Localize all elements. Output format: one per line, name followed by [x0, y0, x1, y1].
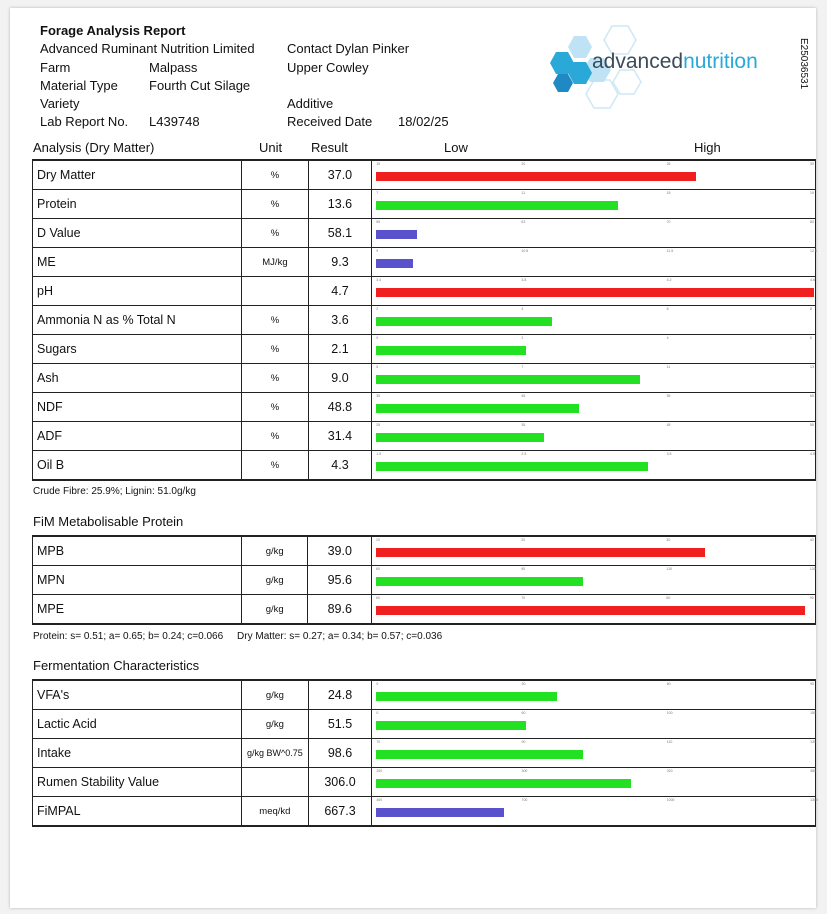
row-unit	[242, 277, 309, 306]
scale-ticks	[372, 249, 815, 255]
row-result: 98.6	[308, 739, 372, 768]
table-row	[33, 451, 816, 481]
scale-tick-label: 30	[666, 538, 671, 542]
scale-tick-label: 60	[521, 711, 526, 715]
logo-wordmark	[592, 50, 758, 74]
farm-label: Farm	[40, 60, 71, 75]
scale-tick-label: 4.2	[666, 278, 672, 282]
scale-tick-label: 80	[810, 220, 814, 224]
fim-section-title: FiM Metabolisable Protein	[33, 514, 184, 529]
scale-ticks	[372, 596, 815, 602]
row-result: 51.5	[308, 710, 372, 739]
result-bar	[376, 404, 579, 413]
table-row	[33, 364, 816, 393]
scale-tick-label: 2	[376, 307, 379, 311]
column-high: High	[694, 140, 721, 155]
scale-tick-label: 70	[376, 740, 381, 744]
additive-label: Additive	[287, 96, 334, 111]
row-result: 48.8	[308, 393, 372, 422]
scale-tick-label: 10	[376, 538, 380, 542]
result-bar	[376, 433, 544, 442]
table-row	[33, 335, 816, 364]
result-bar	[376, 692, 557, 701]
table-row	[33, 393, 816, 422]
row-result: 37.0	[308, 160, 372, 190]
table-row	[33, 219, 816, 248]
farm-value: Malpass	[149, 60, 198, 75]
result-bar	[376, 375, 640, 384]
row-name: ADF	[33, 422, 242, 451]
fermentation-section-title: Fermentation Characteristics	[33, 658, 200, 673]
table-row	[33, 797, 816, 827]
fim-table	[32, 535, 816, 625]
row-result: 3.6	[308, 306, 372, 335]
scale-tick-label: 15	[666, 191, 671, 195]
scale-tick-label: 63	[521, 220, 526, 224]
scale-tick-label: 30	[810, 162, 814, 166]
received-date-value: 18/02/25	[398, 114, 449, 129]
column-low: Low	[444, 140, 468, 155]
scale-tick-label: 110	[666, 567, 672, 571]
result-bar	[376, 548, 705, 557]
scale-tick-label: 45	[666, 423, 671, 427]
scale-tick-label: 130	[809, 567, 816, 571]
row-bar-cell	[372, 797, 816, 827]
scale-tick-label: 19	[810, 191, 814, 195]
table-row	[33, 248, 816, 277]
row-name: Oil B	[33, 451, 242, 481]
row-result: 31.4	[308, 422, 372, 451]
row-bar-cell	[372, 248, 816, 277]
document-id: E25036531	[798, 38, 809, 90]
scale-tick-label: 0	[376, 711, 379, 715]
row-name: ME	[33, 248, 242, 277]
row-unit: meq/kd	[242, 797, 309, 827]
scale-tick-label: 11	[666, 365, 671, 369]
scale-tick-label: 1000	[666, 798, 675, 802]
scale-ticks	[372, 336, 815, 342]
row-result: 95.6	[308, 566, 372, 595]
row-unit: g/kg	[242, 680, 309, 710]
scale-ticks	[372, 423, 815, 429]
table-row	[33, 160, 816, 190]
row-unit: g/kg	[242, 595, 308, 625]
scale-ticks	[372, 365, 815, 371]
scale-tick-label: 1.5	[376, 452, 382, 456]
scale-tick-label: 60	[376, 596, 380, 600]
row-unit: %	[242, 393, 309, 422]
scale-tick-label: 35	[376, 394, 381, 398]
row-bar-cell	[372, 393, 816, 422]
result-bar	[376, 201, 618, 210]
table-row	[33, 768, 816, 797]
scale-tick-label: 400	[376, 798, 383, 802]
table-row	[33, 306, 816, 335]
result-bar	[376, 808, 504, 817]
row-bar-cell	[372, 710, 816, 739]
scale-tick-label: 380	[810, 769, 816, 773]
row-result: 2.1	[308, 335, 372, 364]
scale-tick-label: 320	[666, 769, 673, 773]
lab-report-value: L439748	[149, 114, 200, 129]
scale-tick-label: 55	[666, 394, 671, 398]
scale-tick-label: 3.4	[376, 278, 382, 282]
result-bar	[376, 577, 583, 586]
result-bar	[376, 462, 648, 471]
scale-tick-label: 15	[376, 162, 381, 166]
row-bar-cell	[372, 768, 816, 797]
scale-tick-label: 13	[810, 365, 814, 369]
scale-tick-label: 0	[376, 682, 379, 686]
scale-tick-label: 90	[521, 567, 526, 571]
table-row	[33, 190, 816, 219]
column-result: Result	[311, 140, 348, 155]
row-name: D Value	[33, 219, 242, 248]
logo-word-advanced: advanced	[592, 50, 684, 73]
scale-ticks	[372, 162, 815, 168]
scale-tick-label: 20	[521, 162, 526, 166]
scale-tick-label: 4	[521, 307, 524, 311]
row-unit: %	[242, 451, 309, 481]
analysis-note: Crude Fibre: 25.9%; Lignin: 51.0g/kg	[33, 486, 196, 497]
company-name: Advanced Ruminant Nutrition Limited	[40, 41, 255, 56]
row-result: 9.3	[308, 248, 372, 277]
row-name: NDF	[33, 393, 242, 422]
scale-tick-label: 9	[376, 249, 379, 253]
scale-ticks	[372, 740, 815, 746]
row-unit: g/kg	[242, 536, 308, 566]
report-title: Forage Analysis Report	[40, 23, 186, 38]
row-bar-cell	[372, 306, 816, 335]
scale-tick-label: 90	[810, 682, 815, 686]
row-unit: MJ/kg	[242, 248, 309, 277]
received-date-label: Received Date	[287, 114, 373, 129]
scale-tick-label: 30	[521, 682, 526, 686]
row-name: Sugars	[33, 335, 242, 364]
table-row	[33, 680, 816, 710]
scale-tick-label: 12.5	[810, 249, 817, 253]
farm-location: Upper Cowley	[287, 60, 369, 75]
row-result: 58.1	[308, 219, 372, 248]
table-row	[33, 536, 816, 566]
scale-tick-label: 6	[810, 336, 812, 340]
scale-tick-label: 3.8	[521, 278, 527, 282]
scale-tick-label: 11	[521, 191, 526, 195]
row-unit: %	[242, 190, 309, 219]
row-name: Ammonia N as % Total N	[33, 306, 242, 335]
scale-tick-label: 90	[521, 740, 526, 744]
row-bar-cell	[372, 364, 816, 393]
result-bar	[376, 172, 696, 181]
row-name: MPB	[33, 536, 242, 566]
scale-tick-label: 70	[521, 596, 526, 600]
scale-ticks	[372, 278, 815, 284]
scale-tick-label: 110	[666, 740, 673, 744]
row-bar-cell	[372, 277, 816, 306]
row-name: Lactic Acid	[33, 710, 242, 739]
contact-name: Contact Dylan Pinker	[287, 41, 410, 56]
row-name: MPE	[33, 595, 242, 625]
fermentation-table	[32, 679, 816, 827]
scale-tick-label: 200	[376, 769, 383, 773]
scale-tick-label: 11.5	[666, 249, 674, 253]
scale-tick-label: 60	[376, 567, 380, 571]
scale-tick-label: 5	[376, 365, 379, 369]
scale-tick-label: 7	[521, 365, 524, 369]
scale-ticks	[372, 538, 815, 544]
result-bar	[376, 259, 413, 268]
row-name: Intake	[33, 739, 242, 768]
scale-tick-label: 2.5	[521, 452, 527, 456]
row-name: Ash	[33, 364, 242, 393]
row-name: MPN	[33, 566, 242, 595]
row-bar-cell	[372, 566, 816, 595]
row-result: 39.0	[308, 536, 372, 566]
result-bar	[376, 779, 631, 788]
scale-ticks	[372, 711, 815, 717]
scale-ticks	[372, 682, 815, 688]
row-unit: %	[242, 364, 309, 393]
scale-ticks	[372, 191, 815, 197]
scale-ticks	[372, 567, 815, 573]
row-bar-cell	[372, 160, 816, 190]
row-bar-cell	[372, 536, 816, 566]
row-name: Dry Matter	[33, 160, 242, 190]
row-result: 306.0	[308, 768, 372, 797]
result-bar	[376, 346, 526, 355]
result-bar	[376, 606, 805, 615]
scale-tick-label: 6	[666, 307, 669, 311]
table-row	[33, 710, 816, 739]
row-result: 24.8	[308, 680, 372, 710]
result-bar	[376, 317, 552, 326]
table-row	[33, 739, 816, 768]
row-bar-cell	[372, 335, 816, 364]
scale-ticks	[372, 307, 815, 313]
row-unit: g/kg BW^0.75	[242, 739, 309, 768]
scale-tick-label: 90	[809, 596, 814, 600]
scale-tick-label: 55	[376, 220, 381, 224]
material-label: Material Type	[40, 78, 118, 93]
table-row	[33, 422, 816, 451]
scale-ticks	[372, 220, 815, 226]
column-unit: Unit	[259, 140, 283, 155]
scale-tick-label: 80	[666, 596, 671, 600]
row-name: Protein	[33, 190, 242, 219]
row-bar-cell	[372, 422, 816, 451]
row-unit: %	[242, 160, 309, 190]
table-row	[33, 595, 816, 625]
scale-ticks	[372, 769, 815, 775]
row-unit: g/kg	[242, 566, 308, 595]
row-unit	[242, 768, 309, 797]
scale-tick-label: 4	[666, 336, 669, 340]
row-bar-cell	[372, 595, 816, 625]
scale-tick-label: 60	[666, 682, 671, 686]
scale-tick-label: 4.5	[810, 452, 815, 456]
result-bar	[376, 288, 814, 297]
result-bar	[376, 721, 526, 730]
row-unit: %	[242, 422, 309, 451]
scale-tick-label: 25	[376, 423, 381, 427]
lab-report-label: Lab Report No.	[40, 114, 129, 129]
row-result: 4.3	[308, 451, 372, 481]
scale-tick-label: 10.5	[521, 249, 529, 253]
table-row	[33, 566, 816, 595]
row-unit: %	[242, 306, 309, 335]
row-result: 13.6	[308, 190, 372, 219]
result-bar	[376, 230, 417, 239]
row-name: VFA's	[33, 680, 242, 710]
row-result: 89.6	[308, 595, 372, 625]
row-name: pH	[33, 277, 242, 306]
analysis-table	[32, 159, 816, 481]
scale-ticks	[372, 798, 818, 804]
scale-tick-label: 65	[810, 394, 814, 398]
scale-ticks	[372, 394, 815, 400]
scale-tick-label: 35	[521, 423, 526, 427]
scale-ticks	[372, 452, 815, 458]
scale-tick-label: 300	[521, 769, 528, 773]
scale-tick-label: 45	[521, 394, 526, 398]
scale-tick-label: 25	[666, 162, 671, 166]
scale-tick-label: 7	[376, 191, 379, 195]
scale-tick-label: 20	[521, 538, 526, 542]
scale-tick-label: 40	[809, 538, 814, 542]
variety-label: Variety	[40, 96, 80, 111]
row-unit: g/kg	[242, 710, 309, 739]
scale-tick-label: 2	[521, 336, 524, 340]
table-row	[33, 277, 816, 306]
logo-word-nutrition: nutrition	[683, 50, 758, 73]
row-name: Rumen Stability Value	[33, 768, 242, 797]
row-name: FiMPAL	[33, 797, 242, 827]
row-result: 9.0	[308, 364, 372, 393]
row-bar-cell	[372, 190, 816, 219]
scale-tick-label: 100	[666, 711, 673, 715]
scale-tick-label: 4.6	[810, 278, 815, 282]
result-bar	[376, 750, 583, 759]
scale-tick-label: 150	[810, 711, 816, 715]
row-bar-cell	[372, 451, 816, 481]
row-unit: %	[242, 219, 309, 248]
row-bar-cell	[372, 219, 816, 248]
row-result: 4.7	[308, 277, 372, 306]
scale-tick-label: 55	[810, 423, 814, 427]
row-unit: %	[242, 335, 309, 364]
scale-tick-label: 3.5	[666, 452, 672, 456]
fim-note: Protein: s= 0.51; a= 0.65; b= 0.24; c=0.066 Dry Matter: s= 0.27; a= 0.34; b= 0.57; c=0.036	[33, 631, 443, 642]
scale-tick-label: 0	[376, 336, 379, 340]
scale-tick-label: 8	[810, 307, 812, 311]
column-analysis: Analysis (Dry Matter)	[33, 140, 155, 155]
row-bar-cell	[372, 680, 816, 710]
scale-tick-label: 70	[666, 220, 671, 224]
scale-tick-label: 130	[810, 740, 816, 744]
scale-tick-label: 1300	[810, 798, 818, 802]
report-page	[10, 8, 816, 908]
row-bar-cell	[372, 739, 816, 768]
scale-tick-label: 700	[521, 798, 528, 802]
material-value: Fourth Cut Silage	[149, 78, 251, 93]
row-result: 667.3	[308, 797, 372, 827]
